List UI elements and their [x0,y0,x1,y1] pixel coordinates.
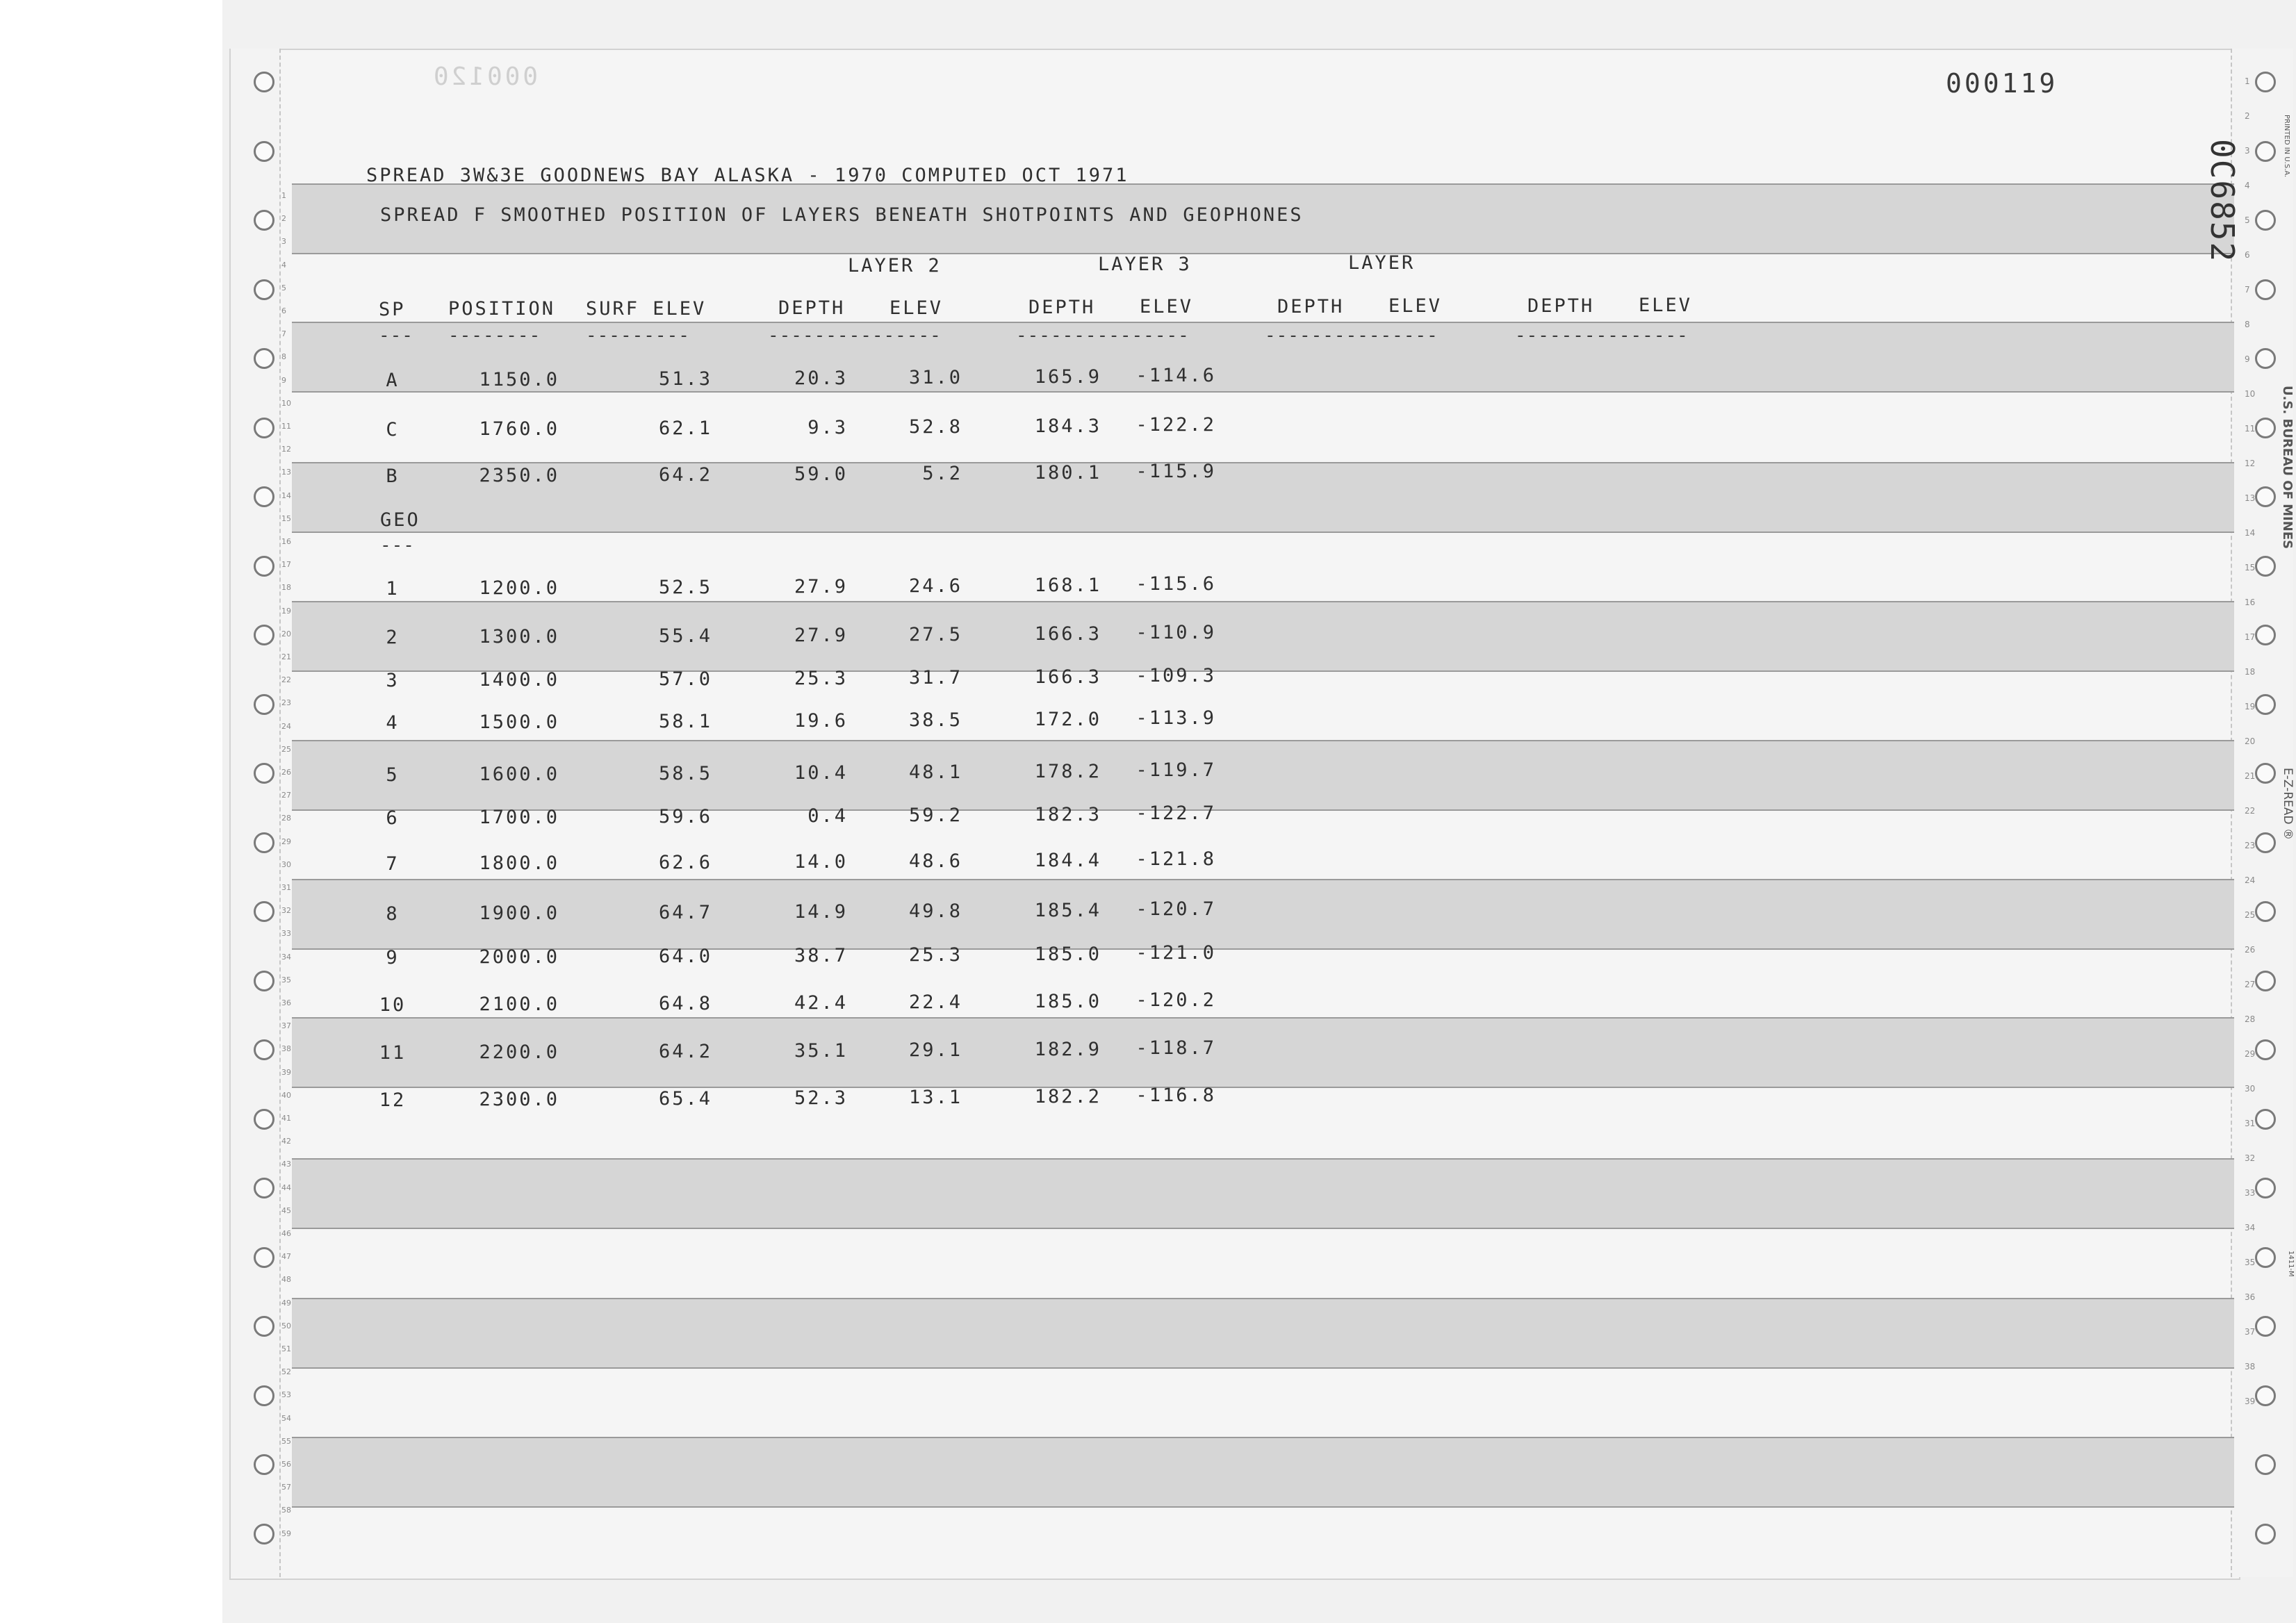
greenbar-band [292,322,2234,393]
margin-line-number: 14 [281,491,291,500]
cell-l2-depth: 27.9 [794,625,848,646]
margin-line-number: 59 [281,1529,291,1538]
cell-position: 1760.0 [479,418,559,440]
margin-line-number: 52 [281,1367,291,1376]
margin-line-number: 22 [2245,806,2256,816]
margin-line-number: 42 [281,1137,291,1146]
cell-id: 5 [386,764,400,786]
tractor-hole-icon [2255,1454,2276,1475]
cell-surf-elev: 62.1 [658,418,712,439]
column-header: SURF ELEV [586,298,707,320]
margin-line-number: 22 [281,675,291,684]
margin-line-number: 56 [281,1460,291,1469]
cell-l3-elev: -110.9 [1135,622,1216,643]
cell-id: 11 [379,1042,407,1064]
margin-line-number: 51 [281,1344,291,1353]
tractor-hole-icon [2255,418,2276,438]
margin-line-number: 57 [281,1483,291,1492]
cell-l2-elev: 52.8 [908,416,962,438]
bureau-of-mines-label: U.S. BUREAU OF MINES [2280,386,2295,550]
margin-line-number: 13 [281,468,291,477]
cell-l2-elev: 13.1 [908,1087,962,1108]
cell-l2-depth: 9.3 [807,417,848,438]
margin-line-number: 36 [281,998,291,1007]
cell-id: 6 [386,807,400,829]
tractor-hole-icon [254,1178,274,1198]
margin-line-number: 5 [2245,215,2250,225]
cell-position: 1150.0 [479,369,559,390]
cell-l2-elev: 31.7 [908,667,962,689]
margin-line-number: 21 [281,652,291,661]
cell-surf-elev: 62.6 [658,852,712,873]
cell-position: 1300.0 [479,626,559,648]
margin-line-number: 8 [2245,320,2250,329]
column-header: DEPTH [778,297,846,319]
margin-line-number: 13 [2245,493,2256,503]
margin-line-number: 24 [281,722,291,731]
margin-line-number: 11 [281,422,291,431]
margin-line-number: 19 [281,607,291,616]
cell-id: 2 [386,627,400,648]
cell-surf-elev: 57.0 [658,668,712,690]
margin-line-number: 3 [2245,146,2250,156]
tractor-hole-icon [2255,901,2276,922]
side-stamp: 0C6852 [2204,139,2241,263]
cell-position: 1700.0 [479,807,559,828]
tractor-hole-icon [254,1316,274,1337]
greenbar-band [292,1158,2234,1229]
cell-position: 1200.0 [479,577,559,599]
margin-line-number: 15 [2245,563,2256,572]
margin-line-number: 31 [281,883,291,892]
cell-l3-elev: -122.2 [1135,414,1216,436]
tractor-hole-icon [254,486,274,507]
margin-line-number: 50 [281,1321,291,1330]
cell-position: 1500.0 [479,711,559,733]
margin-line-number: 12 [281,445,291,454]
cell-l3-elev: -121.0 [1135,942,1216,964]
margin-line-number: 16 [2245,598,2256,607]
margin-line-number: 32 [281,906,291,915]
column-header: DEPTH [1028,297,1096,318]
margin-line-number: 41 [281,1114,291,1123]
margin-line-number: 27 [281,791,291,800]
margin-line-number: 14 [2245,528,2256,538]
tractor-hole-icon [254,1109,274,1130]
cell-l3-depth: 182.2 [1034,1086,1101,1107]
margin-line-number: 44 [281,1183,291,1192]
column-header: ELEV [1639,295,1693,316]
margin-line-number: 17 [281,560,291,569]
cell-id: 12 [379,1089,407,1111]
margin-line-number: 4 [2245,181,2250,190]
column-header: POSITION [448,298,556,320]
margin-line-number: 8 [281,352,286,361]
report-subtitle: SPREAD F SMOOTHED POSITION OF LAYERS BENEATH SHOTPOINTS AND GEOPHONES [380,204,1304,226]
margin-line-number: 16 [281,537,291,546]
tractor-hole-icon [254,210,274,231]
margin-line-number: 1 [2245,76,2250,86]
tractor-hole-icon [254,625,274,645]
cell-surf-elev: 58.5 [658,763,712,784]
margin-line-number: 23 [281,698,291,707]
cell-position: 1600.0 [479,764,559,785]
cell-l3-elev: -120.2 [1135,989,1216,1011]
margin-line-number: 46 [281,1229,291,1238]
cell-l2-elev: 48.1 [908,761,962,783]
cell-l2-elev: 59.2 [908,805,962,826]
cell-l3-elev: -115.9 [1135,461,1216,482]
tractor-hole-icon [254,279,274,300]
greenbar-band [292,601,2234,672]
cell-l3-depth: 184.3 [1034,415,1101,437]
tractor-hole-icon [2255,72,2276,92]
column-header: ELEV [1388,295,1443,317]
margin-line-number: 17 [2245,632,2256,642]
margin-line-number: 26 [2245,945,2256,955]
margin-line-number: 18 [281,583,291,592]
cell-surf-elev: 51.3 [658,368,712,390]
margin-line-number: 29 [2245,1049,2256,1059]
margin-line-number: 6 [2245,250,2250,260]
margin-line-number: 28 [2245,1014,2256,1024]
tractor-hole-icon [254,1039,274,1060]
column-header: SP [379,299,406,320]
margin-line-number: 38 [2245,1362,2256,1371]
cell-position: 2100.0 [479,994,559,1015]
cell-l2-elev: 38.5 [908,709,962,731]
cell-id: 9 [386,947,400,969]
tractor-hole-icon [2255,486,2276,507]
cell-l2-elev: 29.1 [908,1039,962,1061]
greenbar-band [292,462,2234,533]
margin-line-number: 6 [281,306,286,315]
column-header: ELEV [889,297,944,319]
tractor-hole-icon [2255,556,2276,577]
cell-l2-depth: 14.0 [794,851,848,873]
tractor-hole-icon [254,1247,274,1268]
margin-line-number: 21 [2245,771,2256,781]
margin-line-number: 11 [2245,424,2256,434]
greenbar-band [292,1017,2234,1088]
tractor-hole-icon [2255,1109,2276,1130]
cell-l2-depth: 38.7 [794,945,848,966]
cell-l2-depth: 27.9 [794,576,848,598]
cell-l3-depth: 166.3 [1034,666,1101,688]
margin-line-number: 37 [2245,1327,2256,1337]
column-underline: --------------- [1265,325,1438,346]
cell-l3-depth: 165.9 [1034,366,1101,388]
cell-l2-depth: 35.1 [794,1040,848,1062]
margin-line-number: 32 [2245,1153,2256,1163]
cell-position: 1400.0 [479,669,559,691]
margin-line-number: 29 [281,837,291,846]
report-title: SPREAD 3W&3E GOODNEWS BAY ALASKA - 1970 COMPUTED OCT 1971 [366,165,1129,186]
cell-l3-depth: 185.4 [1034,900,1101,921]
cell-l3-depth: 185.0 [1034,991,1101,1012]
tractor-hole-icon [254,763,274,784]
margin-line-number: 7 [2245,285,2250,295]
cell-l2-elev: 5.2 [922,463,962,484]
margin-line-number: 58 [281,1506,291,1515]
document-number: 000119 [1946,68,2058,99]
margin-line-number: 30 [2245,1084,2256,1094]
cell-l2-elev: 25.3 [908,944,962,966]
tractor-hole-icon [2255,141,2276,162]
tractor-hole-icon [254,1385,274,1406]
cell-position: 1800.0 [479,852,559,874]
cell-l3-depth: 168.1 [1034,575,1101,596]
cell-surf-elev: 64.2 [658,464,712,486]
cell-l3-elev: -109.3 [1135,665,1216,686]
cell-l3-elev: -113.9 [1135,707,1216,729]
cell-surf-elev: 52.5 [658,577,712,598]
cell-l2-elev: 48.6 [908,850,962,872]
cell-l3-depth: 185.0 [1034,944,1101,965]
cell-l2-depth: 52.3 [794,1087,848,1109]
margin-line-number: 1 [281,191,286,200]
tractor-hole-icon [2255,279,2276,300]
margin-line-number: 5 [281,283,286,293]
cell-l2-depth: 25.3 [794,668,848,689]
cell-l3-depth: 182.9 [1034,1039,1101,1060]
cell-l3-elev: -114.6 [1135,365,1216,386]
tractor-hole-icon [2255,1316,2276,1337]
margin-line-number: 55 [281,1437,291,1446]
cell-l2-depth: 59.0 [794,463,848,485]
cell-id: 8 [386,903,400,925]
cell-l3-elev: -119.7 [1135,759,1216,781]
cell-l3-depth: 184.4 [1034,850,1101,871]
margin-line-number: 37 [281,1021,291,1030]
cell-l3-depth: 166.3 [1034,623,1101,645]
cell-l3-elev: -120.7 [1135,898,1216,920]
printed-in-usa-label: PRINTED IN U.S.A. [2283,115,2290,178]
cell-id: C [386,419,400,440]
cell-id: A [386,370,400,391]
column-underline: --------- [586,325,690,346]
column-underline: -------- [448,325,541,346]
margin-line-number: 27 [2245,980,2256,989]
cell-l3-elev: -121.8 [1135,848,1216,870]
cell-l3-depth: 180.1 [1034,462,1101,484]
tractor-hole-icon [254,694,274,715]
margin-line-number: 3 [281,237,286,246]
cell-l3-elev: -122.7 [1135,802,1216,824]
cell-id: 4 [386,712,400,734]
tractor-hole-icon [254,901,274,922]
cell-surf-elev: 64.8 [658,993,712,1014]
cell-surf-elev: 58.1 [658,711,712,732]
cell-id: 3 [386,670,400,691]
cell-l3-elev: -116.8 [1135,1085,1216,1106]
greenbar-band [292,740,2234,811]
cell-position: 2300.0 [479,1089,559,1110]
margin-line-number: 15 [281,514,291,523]
margin-line-number: 33 [281,929,291,938]
cell-position: 1900.0 [479,903,559,924]
margin-line-number: 43 [281,1160,291,1169]
geo-section-label: GEO [380,509,420,531]
margin-line-number: 18 [2245,667,2256,677]
column-header: ELEV [1140,296,1194,318]
cell-l2-elev: 31.0 [908,367,962,388]
margin-line-number: 25 [2245,910,2256,920]
tractor-hole-icon [254,556,274,577]
cell-surf-elev: 64.7 [658,902,712,923]
margin-line-number: 12 [2245,459,2256,468]
margin-line-number: 23 [2245,841,2256,850]
margin-line-number: 34 [2245,1223,2256,1233]
margin-line-number: 2 [2245,111,2250,121]
margin-line-number: 20 [281,629,291,639]
column-underline: --------------- [1016,325,1190,346]
tractor-hole-icon [254,1454,274,1475]
margin-line-number: 33 [2245,1188,2256,1198]
layer-2-header: LAYER 2 [848,255,942,277]
cell-id: 1 [386,578,400,600]
tractor-hole-icon [2255,1039,2276,1060]
column-header: DEPTH [1277,296,1345,318]
margin-line-number: 25 [281,745,291,754]
column-underline: --- [379,325,413,346]
cell-position: 2200.0 [479,1041,559,1063]
cell-l2-depth: 20.3 [794,368,848,389]
tractor-hole-icon [2255,1524,2276,1544]
margin-line-number: 34 [281,953,291,962]
tractor-hole-icon [254,141,274,162]
column-header: DEPTH [1527,295,1595,317]
tractor-hole-icon [254,832,274,853]
tractor-hole-icon [2255,625,2276,645]
column-underline: --------------- [1515,325,1689,346]
margin-line-number: 45 [281,1206,291,1215]
tractor-hole-icon [2255,348,2276,369]
greenbar-band [292,1298,2234,1369]
cell-l2-depth: 0.4 [807,805,848,827]
margin-line-number: 39 [2245,1397,2256,1406]
margin-line-number: 48 [281,1275,291,1284]
cell-id: 10 [379,994,407,1016]
cell-l2-depth: 42.4 [794,992,848,1014]
tractor-hole-icon [2255,1247,2276,1268]
cell-l2-elev: 49.8 [908,900,962,922]
margin-line-number: 4 [281,261,286,270]
left-tractor-strip [231,49,281,1577]
tractor-hole-icon [254,348,274,369]
cell-surf-elev: 64.2 [658,1041,712,1062]
margin-line-number: 36 [2245,1292,2256,1302]
margin-line-number: 53 [281,1390,291,1399]
margin-line-number: 54 [281,1414,291,1423]
geo-underline: --- [380,535,415,556]
cell-position: 2000.0 [479,946,559,968]
cell-position: 2350.0 [479,465,559,486]
cell-surf-elev: 65.4 [658,1088,712,1110]
margin-line-number: 40 [281,1091,291,1100]
layer-3-header: LAYER 3 [1098,254,1192,275]
cell-l3-depth: 182.3 [1034,804,1101,825]
tractor-hole-icon [254,1524,274,1544]
margin-line-number: 24 [2245,875,2256,885]
cell-l3-elev: -115.6 [1135,573,1216,595]
margin-line-number: 19 [2245,702,2256,711]
margin-line-number: 20 [2245,736,2256,746]
layer-header: LAYER [1348,252,1416,274]
column-underline: --------------- [768,325,942,346]
margin-line-number: 35 [281,975,291,984]
margin-line-number: 31 [2245,1119,2256,1128]
margin-line-number: 10 [281,399,291,408]
tractor-hole-icon [2255,210,2276,231]
cell-surf-elev: 55.4 [658,625,712,647]
margin-line-number: 7 [281,329,286,338]
tractor-hole-icon [2255,1178,2276,1198]
tractor-hole-icon [2255,971,2276,991]
tractor-hole-icon [2255,694,2276,715]
cell-l3-depth: 178.2 [1034,761,1101,782]
margin-line-number: 28 [281,814,291,823]
cell-id: B [386,466,400,487]
cell-l2-depth: 10.4 [794,762,848,784]
cell-l2-elev: 22.4 [908,991,962,1013]
margin-line-number: 47 [281,1252,291,1261]
margin-line-number: 9 [2245,354,2250,364]
cell-l2-depth: 14.9 [794,901,848,923]
margin-line-number: 38 [281,1044,291,1053]
cell-surf-elev: 59.6 [658,806,712,827]
greenbar-band [292,1437,2234,1508]
margin-line-number: 30 [281,860,291,869]
ghost-doc-number: 000120 [431,63,539,91]
cell-id: 7 [386,853,400,875]
tractor-hole-icon [254,418,274,438]
greenbar-band [292,879,2234,950]
margin-line-number: 2 [281,214,286,223]
tractor-hole-icon [254,72,274,92]
margin-line-number: 9 [281,376,286,385]
tractor-hole-icon [254,971,274,991]
tractor-hole-icon [2255,763,2276,784]
margin-line-number: 10 [2245,389,2256,399]
margin-line-number: 39 [281,1068,291,1077]
tractor-hole-icon [2255,1385,2276,1406]
form-number-label: 1411-M [2287,1251,2295,1277]
cell-surf-elev: 64.0 [658,946,712,967]
tractor-hole-icon [2255,832,2276,853]
margin-line-number: 26 [281,768,291,777]
cell-l2-elev: 27.5 [908,624,962,645]
cell-l2-depth: 19.6 [794,710,848,732]
cell-l2-elev: 24.6 [908,575,962,597]
margin-line-number: 49 [281,1299,291,1308]
cell-l3-depth: 172.0 [1034,709,1101,730]
margin-line-number: 35 [2245,1258,2256,1267]
ez-read-label: E-Z-READ ® [2281,768,2295,841]
cell-l3-elev: -118.7 [1135,1037,1216,1059]
